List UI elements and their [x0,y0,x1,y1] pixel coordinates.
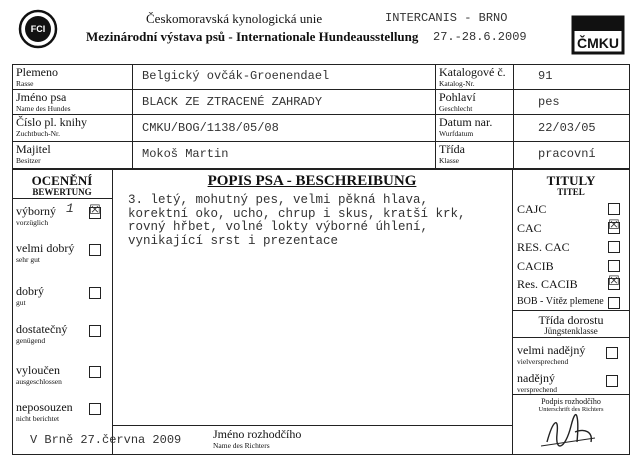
evaluation-label: velmi dobrý [16,241,75,255]
majitel-sub: Besitzer [16,156,41,165]
title-label: RES. CAC [517,240,570,254]
plemeno-sub: Rasse [16,79,34,88]
evaluation-sub: sehr gut [16,255,40,264]
katalog-sub: Katalog-Nr. [439,79,475,88]
trida-sub: Klasse [439,156,459,165]
evaluation-sub: nicht berichtet [16,414,60,423]
title-label: BOB - Vítěz plemene [517,296,604,307]
signature-sub: Unterschrift des Richters [538,406,604,413]
description-text [128,194,466,248]
cislo-sub: Zuchtbuch-Nr. [16,129,60,138]
junior-label: nadějný [517,371,555,385]
trida-value: pracovní [538,147,596,161]
description-line: rovný hřbet, volné lokty výborné úhlení, [128,220,429,234]
judge-name-cell [213,428,301,450]
junior-title: Třída dorostu [538,313,604,327]
judge-sub: Name des Richters [213,441,270,450]
trida-cell [439,143,465,165]
fci-logo [18,9,58,49]
junior-checkbox[interactable] [606,347,618,359]
evaluation-subtitle: BEWERTUNG [32,187,92,197]
jmeno-sub: Name des Hundes [16,104,71,113]
plemeno-label: Plemeno [16,65,58,79]
description-title: POPIS PSA - BESCHREIBUNG [207,173,417,189]
signature-label: Podpis rozhodčího [541,397,601,406]
description-line: korektní oko, ucho, chrup i skus, kratší krk, [128,206,466,221]
place-date: V Brně 27.června 2009 [30,433,182,447]
evaluation-checkbox[interactable] [89,366,101,378]
majitel-value: Mokoš Martin [142,147,229,161]
plemeno-value: Belgický ovčák-Groenendael [142,69,330,83]
title-checkbox[interactable] [608,241,620,253]
title-checkbox[interactable] [608,274,620,290]
title-checkbox[interactable] [608,218,620,234]
cislo-cell [16,116,87,138]
jmeno-label: Jméno psa [16,90,67,104]
evaluation-sub: ausgeschlossen [16,377,62,386]
pohlavi-value: pes [538,95,560,109]
pohlavi-label: Pohlaví [439,90,476,104]
cmku-logo-text: ČMKU [577,35,619,51]
show-title: Mezinárodní výstava psů - Internationale Hundeausstellung [86,29,419,44]
evaluation-label: výborný [16,204,56,218]
description-line: vynikající srst i prezentace [128,233,339,248]
junior-subtitle: Jüngstenklasse [544,326,598,336]
evaluation-checkbox[interactable] [89,403,101,415]
plemeno-cell [16,66,58,88]
junior-sub: vielversprechend [517,357,569,366]
evaluation-checkbox[interactable] [89,203,101,219]
majitel-cell [16,143,51,165]
evaluation-sub: genügend [16,336,46,345]
trida-label: Třída [439,142,465,156]
jmeno-value: BLACK ZE ZTRACENÉ ZAHRADY [142,95,323,109]
datum-sub: Wurfdatum [439,129,474,138]
title-label: CAC [517,221,542,235]
title-checkbox[interactable] [608,297,620,309]
cislo-label: Číslo pl. knihy [16,115,88,129]
junior-sub: versprechend [517,385,557,394]
evaluation-checkbox[interactable] [89,287,101,299]
handwritten-number: 1 [66,201,74,216]
evaluation-sub: gut [16,298,26,307]
evaluation-checkbox[interactable] [89,325,101,337]
title-checkbox[interactable] [608,260,620,272]
title-label: Res. CACIB [517,277,578,291]
judge-label: Jméno rozhodčího [213,427,302,441]
judge-signature [535,412,605,454]
pohlavi-cell [439,91,476,113]
cislo-value: CMKU/BOG/1138/05/08 [142,121,279,135]
datum-value: 22/03/05 [538,121,596,135]
check-mark-icon: ☒ [608,218,620,233]
evaluation-label: dostatečný [16,322,68,336]
datum-cell [439,116,492,138]
katalog-value: 91 [538,69,553,83]
organization-title: Českomoravská kynologická unie [146,11,323,26]
evaluation-label: neposouzen [16,400,73,414]
evaluation-label: dobrý [16,284,44,298]
katalog-cell [439,66,506,88]
fci-logo-text: FCI [30,24,46,34]
jmeno-cell [16,91,71,113]
check-mark-icon: ☒ [608,274,620,289]
junior-checkbox[interactable] [606,375,618,387]
evaluation-label: vyloučen [16,363,60,377]
titles-title: TITULY [546,173,596,188]
titles-subtitle: TITEL [557,187,585,197]
title-checkbox[interactable] [608,203,620,215]
majitel-label: Majitel [16,142,51,156]
evaluation-checkbox[interactable] [89,244,101,256]
event-name: INTERCANIS - BRNO [385,11,508,25]
event-dates: 27.-28.6.2009 [433,30,527,44]
pohlavi-sub: Geschlecht [439,104,473,113]
evaluation-sub: vorzüglich [16,218,49,227]
evaluation-title: OCENĚNÍ [31,173,93,188]
title-label: CAJC [517,202,547,216]
title-label: CACIB [517,259,554,273]
cmku-logo [570,14,626,56]
datum-label: Datum nar. [439,115,493,129]
katalog-label: Katalogové č. [439,65,506,79]
description-line: 3. letý, mohutný pes, velmi pěkná hlava, [128,193,429,207]
junior-label: velmi nadějný [517,343,586,357]
check-mark-icon: ☒ [89,203,101,218]
